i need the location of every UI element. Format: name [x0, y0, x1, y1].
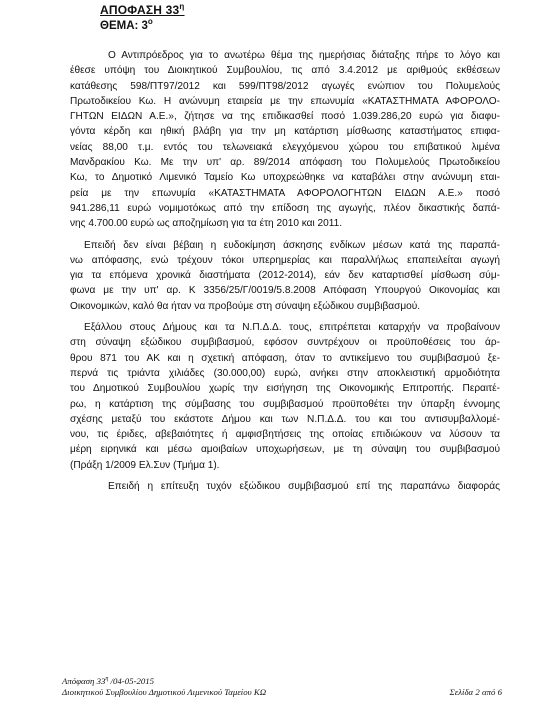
footer-page-number: Σελίδα 2 από 6 [449, 687, 502, 697]
subject-label-sup: ο [147, 17, 153, 27]
footer-organization: Διοικητικού Συμβουλίου Δημοτικού Λιμενικού Ταμείου ΚΩ [62, 687, 267, 697]
text-line: Επειδή δεν είναι βέβαιη η ευδοκίμηση άσκησης ενδίκων μέσων κατά της παραπά- [84, 239, 500, 251]
paragraph-2 [70, 238, 500, 314]
text-line: στη σύναψη εξώδικου συμβιβασμού, εφόσον συντρέχουν οι προϋποθέσεις του άρ- [70, 337, 500, 349]
text-line: γόντα κέρδη και ηθική βλάβη για την μη κατάρτιση μίσθωσης καταστήματος επιφα- [70, 126, 500, 138]
subject-label [100, 19, 185, 34]
footer-row-2 [62, 687, 502, 698]
decision-header [100, 2, 185, 34]
footer-decision-ref [62, 676, 154, 687]
paragraph-4 [70, 479, 500, 494]
text-line: ρω, η κατάρτιση της σύμβασης του συμβιβασμού προϋποθέτει την ύπαρξη έννομης [70, 398, 500, 410]
decision-title [100, 2, 185, 18]
footer-row-1 [62, 676, 502, 687]
text-line: έθεσε υπόψη του Διοικητικού Συμβουλίου, τις από 3.4.2012 με αριθμούς εκθέσεων [70, 65, 500, 77]
decision-title-sup: η [179, 2, 185, 11]
text-line: Πρωτοδικείου Κω. Η ανώνυμη εταιρεία με την επωνυμία «ΚΑΤΑΣΤΗΜΑΤΑ ΑΦΟΡΟΛΟ- [70, 95, 500, 107]
document-body [70, 48, 500, 500]
text-line: (Πράξη 1/2009 Ελ.Συν (Τμήμα 1). [70, 459, 220, 471]
text-line: νου, τις έριδες, αβεβαιότητες ή αμφισβητήσεις της οποίας επιδιώκουν να λύσουν τα [70, 429, 500, 441]
text-line: ρεία με την επωνυμία «ΚΑΤΑΣΤΗΜΑΤΑ ΑΦΟΡΟΛΟΓΗΤΩΝ ΕΙΔΩΝ Α.Ε.» ποσό [70, 187, 500, 199]
subject-label-text: ΘΕΜΑ: 3 [100, 20, 148, 32]
page-footer [62, 676, 502, 698]
text-line: νείας 88,00 τ.μ. εντός του τελωνειακά ελεγχόμενου χώρου του επιβατικού λιμένα [70, 141, 500, 153]
footer-decision-sup: η [105, 676, 109, 683]
decision-title-text: ΑΠΟΦΑΣΗ 33 [100, 3, 180, 17]
text-line: ΓΗΤΩΝ ΕΙΔΩΝ Α.Ε.», ζήτησε να της επιδικασθεί ποσό 1.039.286,20 ευρώ για διαφυ- [70, 111, 500, 123]
text-line: Εξάλλου στους Δήμους και τα Ν.Π.Δ.Δ. τους, επιτρέπεται καταρχήν να προβαίνουν [84, 322, 500, 334]
footer-decision-date: /04-05-2015 [108, 676, 155, 686]
text-line: σχέσης μεταξύ του εκάστοτε Δήμου και των Ν.Π.Δ.Δ. του και του αντισυμβαλλομέ- [70, 413, 500, 425]
text-line: του Δημοτικού Συμβουλίου χωρίς την εισήγηση της Οικονομικής Επιτροπής. Περαιτέ- [70, 383, 500, 395]
paragraph-3 [70, 320, 500, 473]
paragraph-1 [70, 48, 500, 232]
text-line: για τα επόμενα χρονικά διαστήματα (2012-2014), εάν δεν καταρτισθεί μίσθωση σύμ- [70, 270, 500, 282]
text-line: 941.286,11 ευρώ νομιμοτόκως από την επίδοση της αγωγής, πλέον δικαστικής δαπά- [70, 202, 500, 214]
text-line: μέρη ειρηνικά και μέσω αμοιβαίων υποχωρήσεων, με τη σύναψη του συμβιβασμού [70, 444, 500, 456]
text-line: Ο Αντιπρόεδρος για το ανωτέρω θέμα της ημερήσιας διάταξης πήρε το λόγο και [108, 50, 500, 61]
text-line: φωνα με την υπ' αρ. Κ 3356/25/Γ/0019/5.8.2008 Απόφαση Υπουργού Οικονομίας και [70, 285, 500, 297]
text-line: Οικονομικών, καλό θα ήταν να προβούμε στη σύναψη εξώδικου συμβιβασμού. [70, 300, 421, 312]
text-line: θρου 871 του ΑΚ και η σχετική απόφαση, όταν το αντικείμενο του συμβιβασμού ξε- [70, 352, 500, 364]
text-line: κατάθεσης 598/ΠΤ97/2012 και 599/ΠΤ98/2012 αγωγές ενώπιον του Πολυμελούς [70, 80, 500, 92]
text-line: Μανδρακίου Κω. Με την υπ' αρ. 89/2014 απόφαση του Πολυμελούς Πρωτοδικείου [70, 157, 500, 169]
text-line: περνά τις τριάντα χιλιάδες (30.000,00) ευρώ, ανήκει στην αποκλειστική αρμοδιότητα [70, 367, 500, 379]
text-line: Κω, το Δημοτικό Λιμενικό Ταμείο Κω υποχρεώθηκε να καταβάλει στην ανώνυμη εται- [70, 172, 500, 184]
text-line: νω απόφασης, ενώ τρέχουν τόκοι υπερημερίας και παραλλήλως επαπειλείται αγωγή [70, 254, 500, 266]
text-line: νης 4.700.00 ευρώ ως αποζημίωση για τα έτη 2010 και 2011. [70, 218, 343, 230]
text-line: Επειδή η επίτευξη τυχόν εξώδικου συμβιβασμού επί της παραπάνω διαφοράς [108, 481, 500, 493]
footer-decision-text: Απόφαση 33 [62, 676, 106, 686]
